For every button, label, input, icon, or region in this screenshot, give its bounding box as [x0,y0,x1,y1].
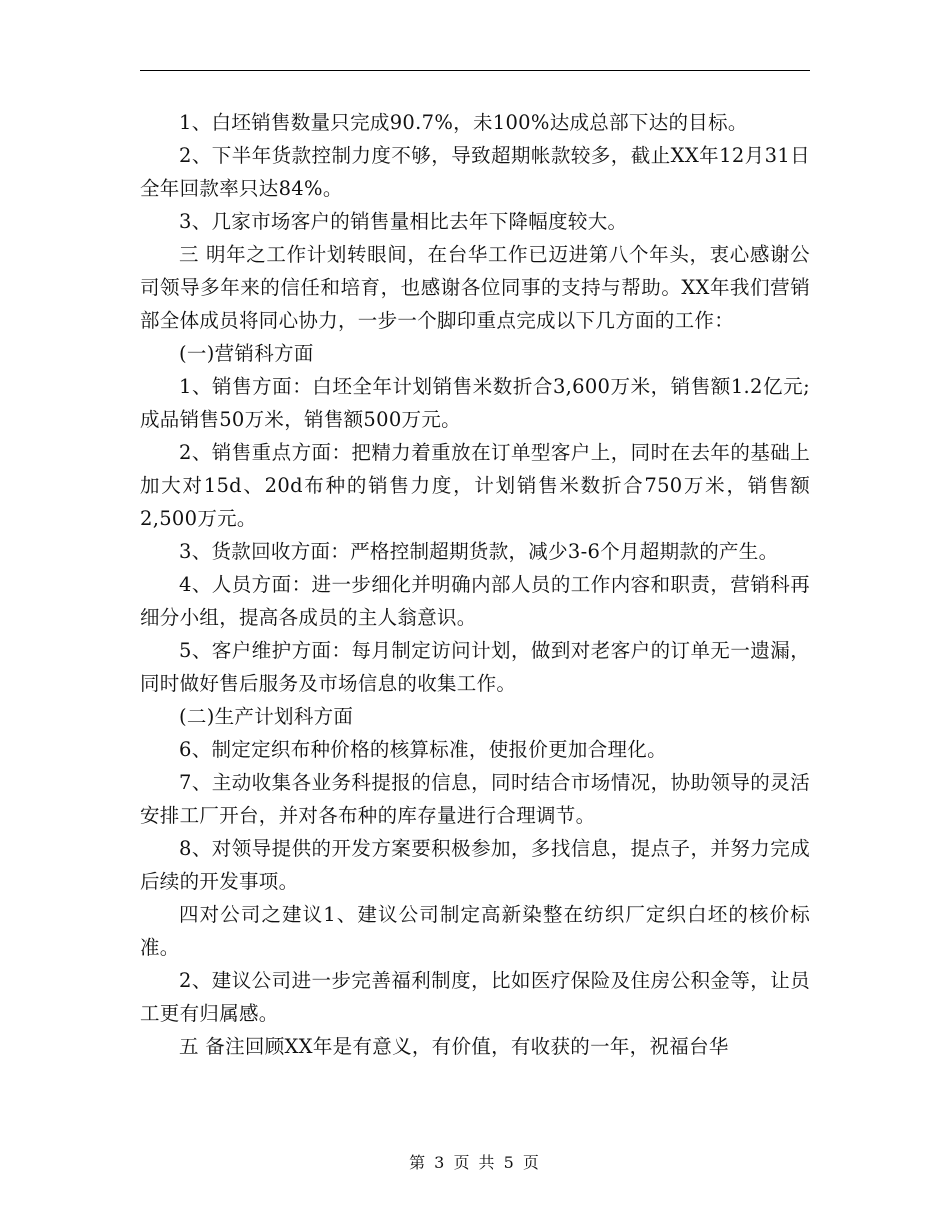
paragraph-market-decline: 3、几家市场客户的销售量相比去年下降幅度较大。 [179,210,628,233]
paragraph-customer-care: 5、客户维护方面：每月制定访问计划，做到对老客户的订单无一遗漏，同时做好售后服务及市场信息的收集工作。 [140,639,810,695]
paragraph-work-plan-intro: 三 明年之工作计划转眼间，在台华工作已迈进第八个年头，衷心感谢公司领导多年来的信任和培育，也感谢各位同事的支持与帮助。XX年我们营销部全体成员将同心协力，一步一个脚印重点完成以下几方面的工作： [140,243,810,332]
paragraph-sales-volume: 1、白坯销售数量只完成90.7%，未100%达成总部下达的目标。 [179,111,748,134]
page-number: 第 3 页 共 5 页 [409,1153,541,1172]
paragraph-suggestion-welfare: 2、建议公司进一步完善福利制度，比如医疗保险及住房公积金等，让员工更有归属感。 [140,969,810,1025]
document-body [140,106,810,1063]
paragraph-pricing-standard: 6、制定定织布种价格的核算标准，使报价更加合理化。 [179,738,667,761]
header-rule [140,70,810,71]
paragraph-remarks: 五 备注回顾XX年是有意义，有价值，有收获的一年，祝福台华 [179,1035,729,1058]
paragraph-information-collection: 7、主动收集各业务科提报的信息，同时结合市场情况，协助领导的灵活安排工厂开台，并对各布种的库存量进行合理调节。 [140,771,810,827]
paragraph-payment-control: 2、下半年货款控制力度不够，导致超期帐款较多，截止XX年12月31日全年回款率只达84%。 [140,144,810,200]
paragraph-payment-recovery: 3、货款回收方面：严格控制超期货款，减少3-6个月超期款的产生。 [179,540,779,563]
paragraph-development: 8、对领导提供的开发方案要积极参加，多找信息，提点子，并努力完成后续的开发事项。 [140,837,810,893]
section-heading-production: (二)生产计划科方面 [179,705,354,728]
paragraph-personnel: 4、人员方面：进一步细化并明确内部人员的工作内容和职责，营销科再细分小组，提高各成员的主人翁意识。 [140,573,810,629]
paragraph-sales-target: 1、销售方面：白坯全年计划销售米数折合3,600万米，销售额1.2亿元;成品销售50万米，销售额500万元。 [140,375,810,431]
paragraph-suggestion-pricing: 四对公司之建议1、建议公司制定高新染整在纺织厂定织白坯的核价标准。 [140,903,810,959]
section-heading-marketing: (一)营销科方面 [179,342,314,365]
paragraph-sales-focus: 2、销售重点方面：把精力着重放在订单型客户上，同时在去年的基础上加大对15d、20d布种的销售力度，计划销售米数折合750万米，销售额2,500万元。 [140,441,810,530]
